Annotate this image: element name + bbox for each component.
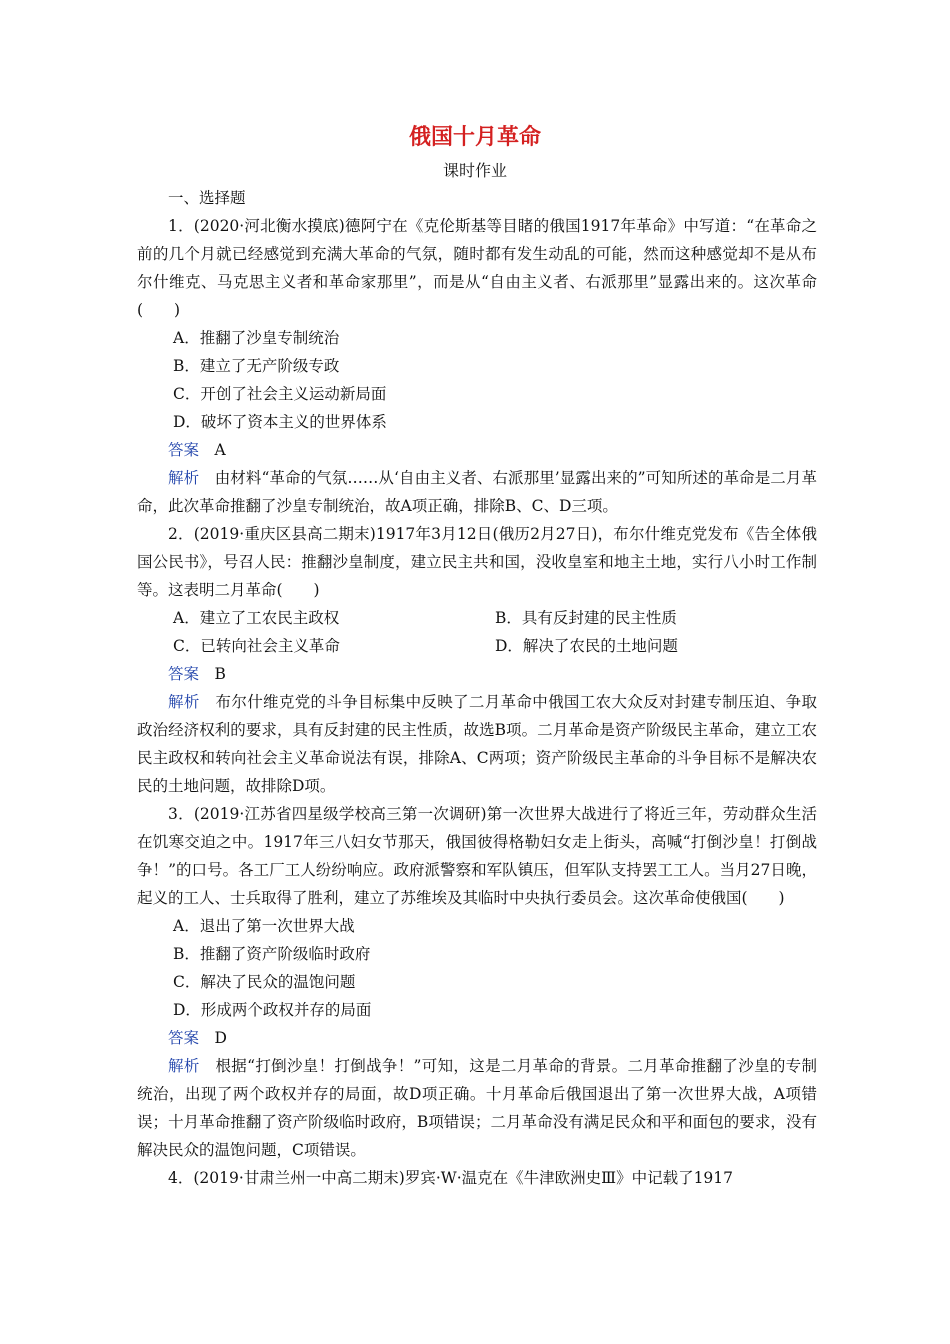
answer-label: 答案 bbox=[168, 1029, 200, 1047]
question-4-stem: 4．(2019·甘肃兰州一中高二期末)罗宾·W·温克在《牛津欧洲史Ⅲ》中记载了1917 bbox=[168, 1169, 734, 1187]
question-2-option-d: D．解决了农民的土地问题 bbox=[495, 637, 678, 655]
question-2-option-a: A．建立了工农民主政权 bbox=[173, 609, 340, 627]
question-3-option-b: B．推翻了资产阶级临时政府 bbox=[173, 945, 371, 963]
question-3-answer bbox=[137, 1024, 817, 1052]
analysis-label: 解析 bbox=[168, 693, 200, 711]
answer-value: D bbox=[214, 1029, 227, 1047]
question-2-option-c: C．已转向社会主义革命 bbox=[173, 637, 340, 655]
question-1-option-b: B．建立了无产阶级专政 bbox=[173, 357, 340, 375]
question-3-analysis bbox=[137, 1052, 817, 1164]
document-body bbox=[137, 184, 817, 1192]
analysis-text: 由材料“革命的气氛……从‘自由主义者、右派那里’显露出来的”可知所述的革命是二月革命，此次革命推翻了沙皇专制统治，故A项正确，排除B、C、D三项。 bbox=[137, 469, 817, 515]
question-1-analysis bbox=[137, 464, 817, 520]
question-1-option-c: C．开创了社会主义运动新局面 bbox=[173, 385, 387, 403]
page-title: 俄国十月革命 bbox=[408, 125, 541, 150]
question-3-option-d: D．形成两个政权并存的局面 bbox=[173, 1001, 372, 1019]
question-1-option-a: A．推翻了沙皇专制统治 bbox=[173, 329, 340, 347]
answer-value: A bbox=[214, 441, 226, 459]
question-2-analysis bbox=[137, 688, 817, 800]
analysis-label: 解析 bbox=[168, 469, 200, 487]
question-2-answer bbox=[137, 660, 817, 688]
question-3-option-c: C．解决了民众的温饱问题 bbox=[173, 973, 356, 991]
question-1-answer bbox=[137, 436, 817, 464]
section-heading: 一、选择题 bbox=[168, 189, 246, 207]
question-3-stem: 3．(2019·江苏省四星级学校高三第一次调研)第一次世界大战进行了将近三年，劳动群众生活在饥寒交迫之中。1917年三八妇女节那天，俄国彼得格勒妇女走上街头，高喊“打倒沙皇！打倒战争！”的口号。各工厂工人纷纷响应。政府派警察和军队镇压，但军队支持罢工工人。当月27日晚，起义的工人、士兵取得了胜利，建立了苏维埃及其临时中央执行委员会。这次革命使俄国( ) bbox=[137, 805, 817, 907]
question-2-options-row-2 bbox=[137, 632, 817, 660]
question-2-options-row-1 bbox=[137, 604, 817, 632]
question-1-option-d: D．破坏了资本主义的世界体系 bbox=[173, 413, 387, 431]
analysis-text: 根据“打倒沙皇！打倒战争！”可知，这是二月革命的背景。二月革命推翻了沙皇的专制统治，出现了两个政权并存的局面，故D项正确。十月革命后俄国退出了第一次世界大战，A项错误；十月革命推翻了资产阶级临时政府，B项错误；二月革命没有满足民众和平和面包的要求，没有解决民众的温饱问题，C项错误。 bbox=[137, 1057, 817, 1159]
analysis-label: 解析 bbox=[168, 1057, 200, 1075]
analysis-text: 布尔什维克党的斗争目标集中反映了二月革命中俄国工农大众反对封建专制压迫、争取政治经济权利的要求，具有反封建的民主性质，故选B项。二月革命是资产阶级民主革命，建立工农民主政权和转向社会主义革命说法有误，排除A、C两项；资产阶级民主革命的斗争目标不是解决农民的土地问题，故排除D项。 bbox=[137, 693, 817, 795]
question-3-option-a: A．退出了第一次世界大战 bbox=[173, 917, 355, 935]
answer-label: 答案 bbox=[168, 441, 200, 459]
question-1-stem: 1．(2020·河北衡水摸底)德阿宁在《克伦斯基等目睹的俄国1917年革命》中写道：“在革命之前的几个月就已经感觉到充满大革命的气氛，随时都有发生动乱的可能，然而这种感觉却不是从布尔什维克、马克思主义者和革命家那里”，而是从“自由主义者、右派那里”显露出来的。这次革命( ) bbox=[137, 217, 817, 319]
question-2-stem: 2．(2019·重庆区县高二期末)1917年3月12日(俄历2月27日)，布尔什维克党发布《告全体俄国公民书》，号召人民：推翻沙皇制度，建立民主共和国，没收皇室和地主土地，实行八小时工作制等。这表明二月革命( ) bbox=[137, 525, 817, 599]
answer-label: 答案 bbox=[168, 665, 200, 683]
question-2-option-b: B．具有反封建的民主性质 bbox=[495, 609, 677, 627]
page-subtitle: 课时作业 bbox=[442, 161, 507, 180]
answer-value: B bbox=[214, 665, 226, 683]
